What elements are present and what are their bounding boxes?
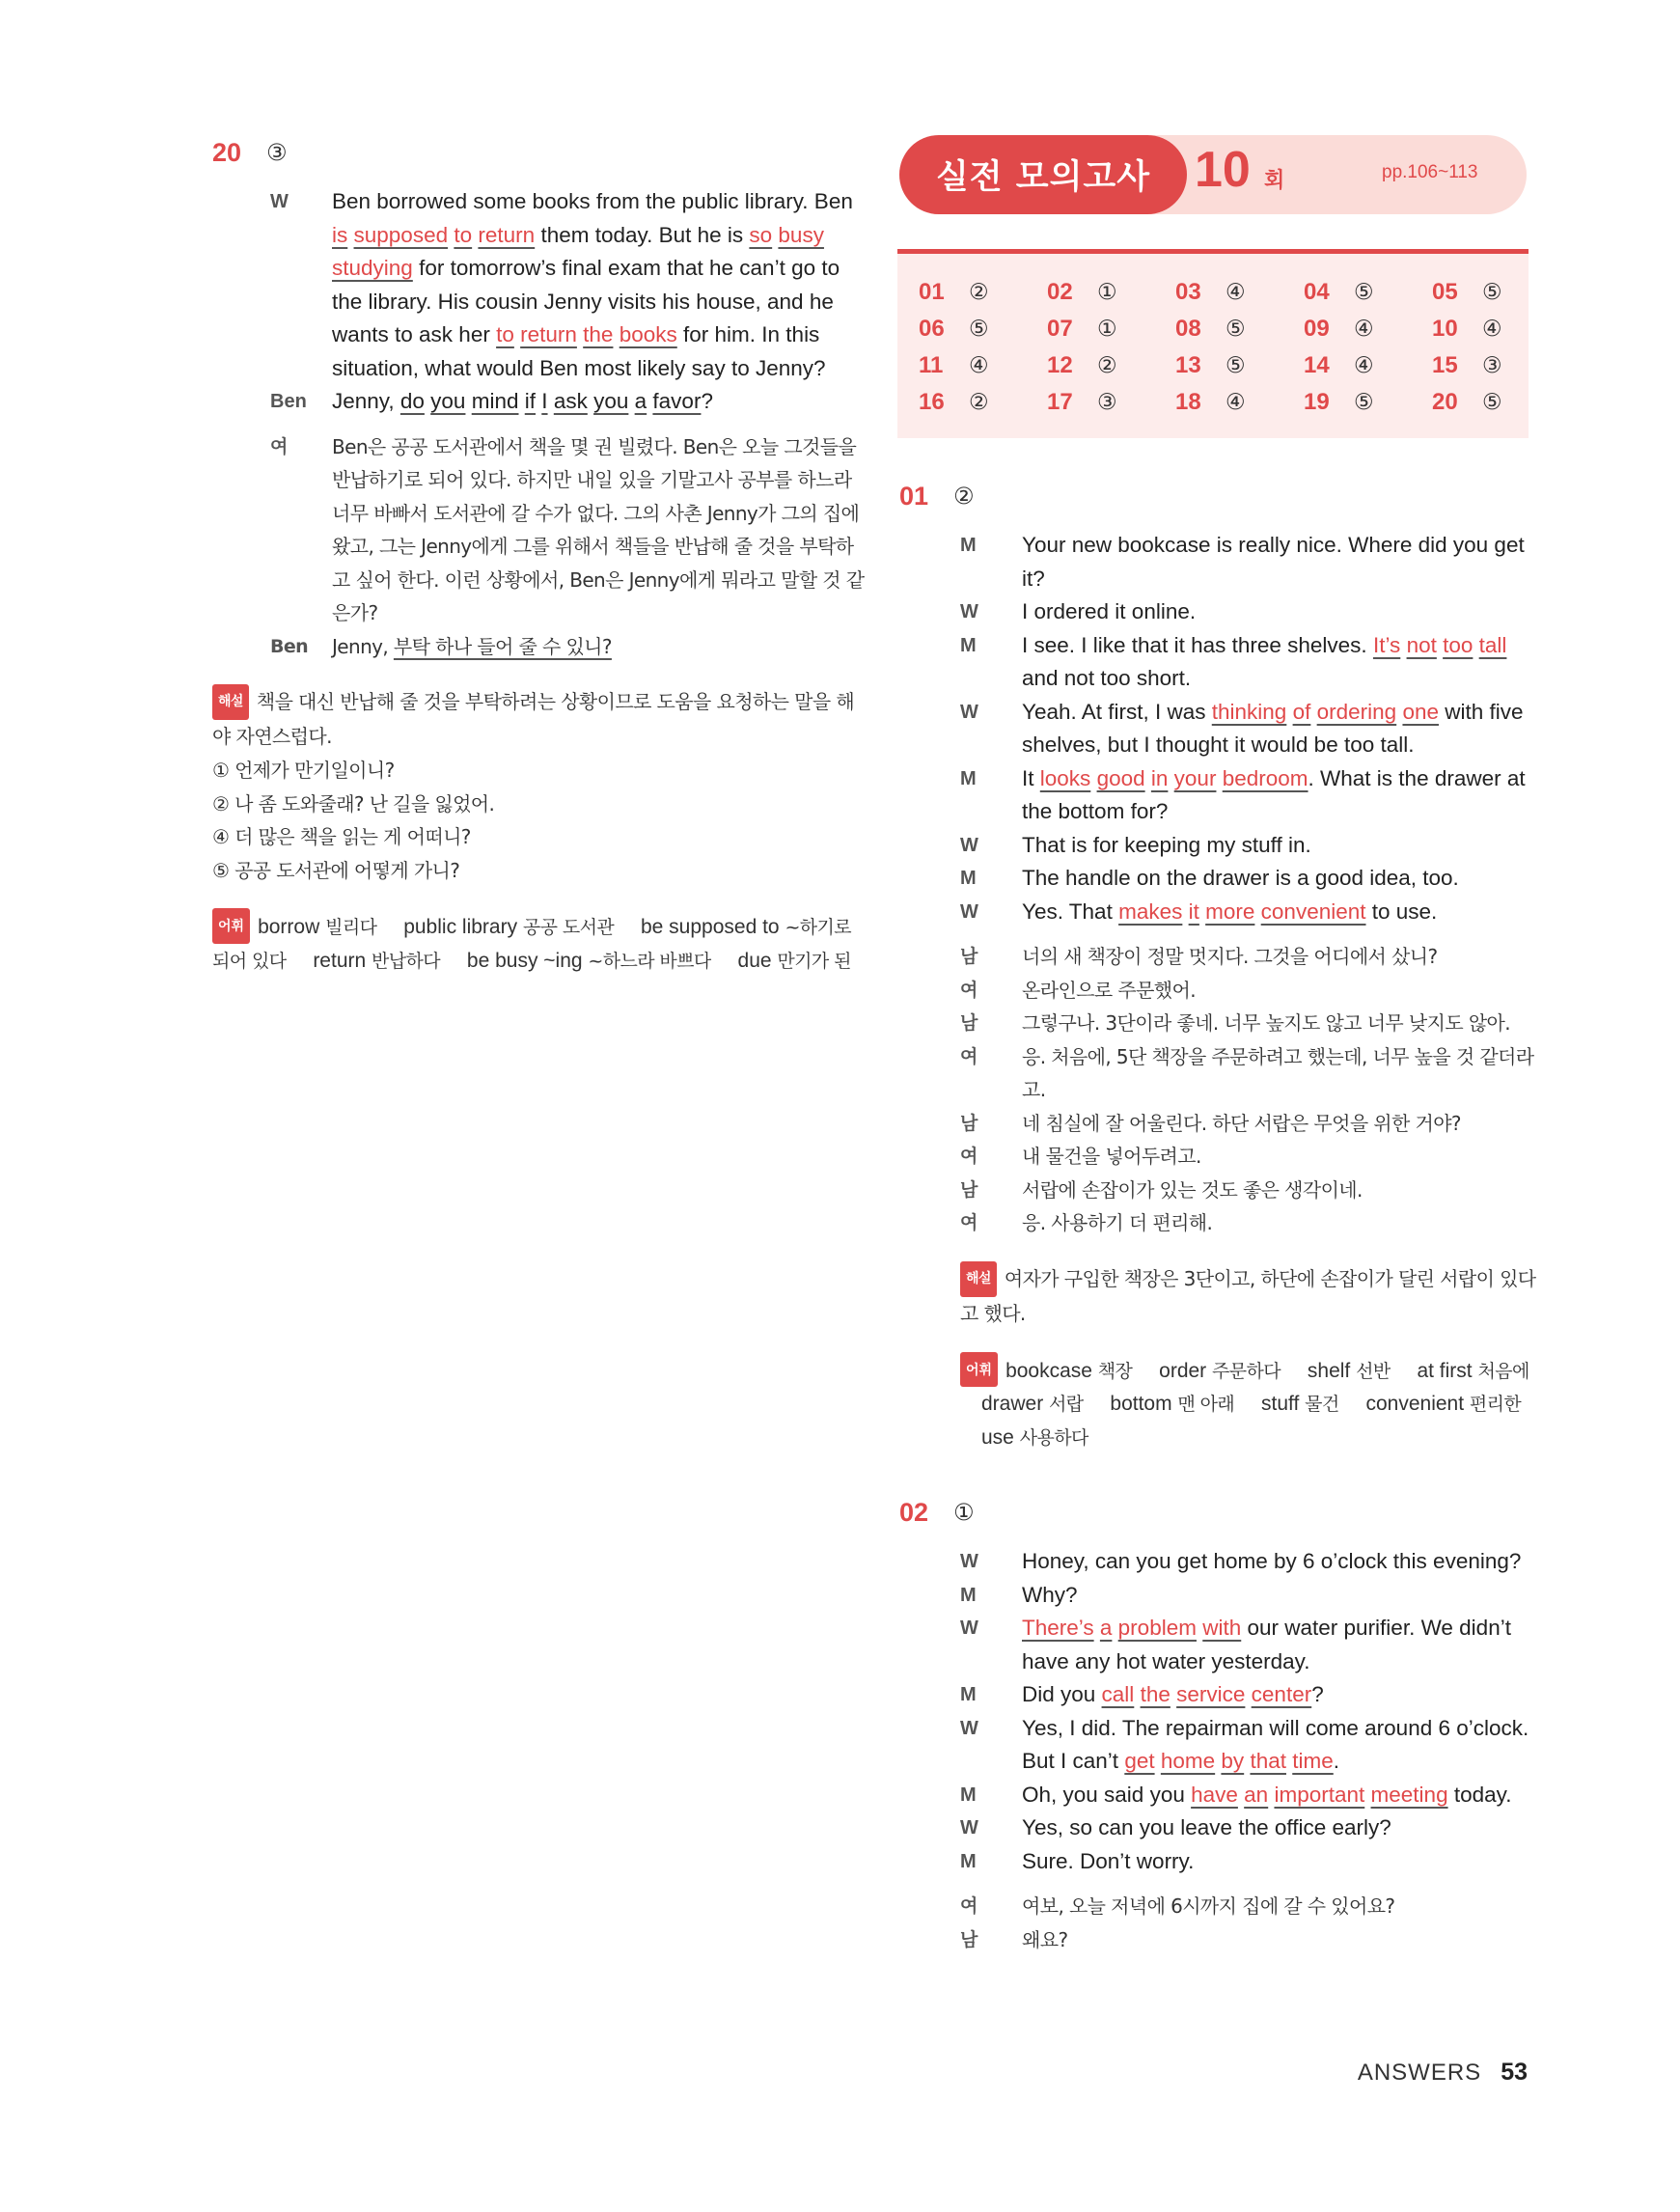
vocab-item: drawer 서랍 [981,1393,1084,1415]
choice-item: ④ 더 많은 책을 읽는 게 어떠니? [212,825,471,848]
vocab-meaning: 사용하다 [1019,1426,1088,1449]
dialogue-turn [212,385,868,419]
vocab-item: due 만기가 된 [737,949,851,972]
speaker-label: Ben [270,635,309,657]
answer-number: 10 [1432,316,1458,342]
speaker-label: 여 [960,1895,978,1917]
vocab-meaning: 반납하다 [372,950,441,972]
speaker-label: W [960,1817,978,1839]
answer-number: 11 [919,352,944,378]
korean-translation [899,1890,1544,1956]
vocab-item: convenient 편리한 [1365,1393,1522,1415]
answer-cell [1175,277,1304,308]
key-phrase: your [1173,765,1217,790]
dialogue-turn [212,185,868,385]
key-phrase: an [1244,1782,1269,1807]
speaker-label: Ben [270,391,307,412]
choice-item: ① 언제가 만기일이니? [212,759,395,782]
key-phrase: ask [553,389,588,413]
answer-cell [1047,314,1175,345]
answer-grid-cells [919,277,1529,418]
vocab-meaning: 책장 [1097,1360,1133,1382]
answer-number: 12 [1047,352,1073,378]
key-phrase: home [1160,1749,1216,1773]
speaker-label: W [960,1717,978,1739]
speaker-label: M [960,1584,977,1606]
answer-cell [919,277,1047,308]
key-phrase: the [583,322,614,346]
speaker-label: W [960,601,978,622]
dialogue-text: Yes, so can you leave the office early? [1022,1815,1391,1839]
translation-text: 여보, 오늘 저녁에 6시까지 집에 갈 수 있어요? [1022,1894,1395,1918]
dialogue-text: Yeah. At first, I was thinking of ordering one with five shelves, but I thought it would be too tall. [1022,699,1524,757]
translation-text: 내 물건을 넣어두려고. [1022,1145,1201,1168]
answer-choice: ④ [969,353,989,378]
choice-item: ⑤ 공공 도서관에 어떻게 가니? [212,858,460,882]
answer-choice: ① [1097,317,1117,342]
dialogue-text: Yes, I did. The repairman will come around 6 o’clock. But I can’t get home by that time. [1022,1715,1529,1773]
speaker-label: M [960,767,977,789]
vocab-item: bottom 맨 아래 [1110,1393,1235,1415]
answer-cell [919,387,1047,418]
vocab-meaning: 빌리다 [325,917,377,938]
wrong-choices-list [212,754,868,887]
answer-choice: ④ [1482,317,1502,342]
dialogue-turn [899,629,1544,696]
speaker-label: M [960,1850,977,1872]
key-phrase: center [1251,1682,1312,1706]
page-footer [1358,2059,1528,2087]
answer-cell [1047,277,1175,308]
speaker-label: 남 [960,1012,978,1034]
dialogue-turn [899,595,1544,629]
key-phrase: makes [1118,899,1183,924]
test-title: 실전 모의고사 [899,135,1187,214]
key-phrase: get [1124,1749,1155,1773]
dialogue-turn [899,1845,1544,1879]
key-phrase: the [1140,1682,1170,1706]
answer-cell [1432,387,1560,418]
speaker-label: 남 [960,946,978,967]
dialogue-turn [899,1612,1544,1678]
dialogue-text: Jenny, do you mind if I ask you a favor? [332,389,713,413]
translation-turn [899,1923,1544,1957]
answer-cell [919,350,1047,381]
key-phrase: it [1188,899,1199,924]
answer-choice: ⑤ [1482,280,1502,305]
answer-cell [1304,387,1432,418]
key-phrase: tall [1478,632,1507,657]
vocab-item: shelf 선반 [1307,1359,1391,1382]
translation-text: 응. 처음에, 5단 책장을 주문하려고 했는데, 너무 높을 것 같더라고. [1022,1044,1534,1101]
translation-turn [899,1007,1544,1040]
answer-choice: ② [969,280,989,305]
test-header [899,135,1527,214]
vocab-meaning: 주문하다 [1212,1360,1281,1382]
answer-choice: ④ [1226,280,1246,305]
answer-cell [1432,314,1560,345]
answer-number: 03 [1175,279,1201,305]
vocab-item: be supposed to ~하기로 되어 있다 [212,916,852,972]
key-phrase: studying [332,256,413,280]
answer-cell [1175,387,1304,418]
key-phrase: bedroom [1222,765,1308,790]
question-20-header [212,133,868,172]
translation-text: Jenny, 부탁 하나 들어 줄 수 있니? [332,634,612,658]
key-phrase: with [1202,1616,1242,1640]
answer-choice: ⑤ [1354,390,1374,415]
english-dialogue [899,1545,1544,1878]
choice-item: ② 나 좀 도와줄래? 난 길을 잃었어. [212,791,495,816]
vocab-item: borrow 빌리다 [258,916,377,938]
speaker-label: M [960,868,977,889]
translation-turn [899,974,1544,1008]
question-number: 02 [899,1497,929,1527]
answer-number: 20 [1432,389,1458,415]
key-phrase: favor [652,389,702,413]
vocab-meaning: 맨 아래 [1177,1394,1235,1415]
translation-text: Ben은 공공 도서관에서 책을 몇 권 빌렸다. Ben은 오늘 그것들을 반납하기로 되어 있다. 하지만 내일 있을 기말고사 공부를 하느라 너무 바빠서 도서관에 갈 수가 없다. 그의 사촌 Jenny가 그의 집에 왔고, 그는 Jenny에게 그를 위해서 책들을 반납해 줄 것을 부탁하고 싶어 한다. 이런 상황에서, Ben은 Jenny에게 뭐라고 말할 것 같은가? [332,434,865,624]
answer-choice: ⑤ [1226,353,1246,378]
key-phrase: to [454,222,473,247]
dialogue-turn [899,1779,1544,1812]
dialogue-text: Ben borrowed some books from the public library. Ben is supposed to return them today. But he is so busy studying for tomorrow’s final exam that he can’t go to the library. His cousin Jenny visits his house, and he wants to ask her to return the books for him. In this situation, what would Ben most likely say to Jenny? [332,189,853,380]
answer-choice: ④ [1354,317,1374,342]
answer-number: 19 [1304,389,1330,415]
vocabulary-tag: 어휘 [960,1352,998,1388]
key-phrase: you [430,389,466,413]
answer-choice: ⑤ [1226,317,1246,342]
key-phrase: is [332,222,348,247]
speaker-label: 여 [960,1212,978,1233]
answer-choice: ③ [1482,353,1502,378]
explanation-tag: 해설 [212,684,249,720]
answer-number: 06 [919,316,945,342]
answer-number: 08 [1175,316,1201,342]
key-phrase: problem [1117,1616,1197,1640]
answer-choice: ② [1097,353,1117,378]
left-column [212,133,868,978]
speaker-label: W [960,701,978,723]
key-phrase: call [1101,1682,1135,1706]
translation-turn [899,1107,1544,1141]
vocabulary [212,908,868,978]
answer-choice: ③ [1097,390,1117,415]
key-phrase: important [1274,1782,1365,1807]
vocab-item: public library 공공 도서관 [403,916,615,938]
answer-number: 09 [1304,316,1330,342]
translation-turn [899,1140,1544,1174]
answer-choice: ④ [1354,353,1374,378]
key-phrase: more [1205,899,1255,924]
explanation-tag: 해설 [960,1261,997,1297]
translation-text: 너의 새 책장이 정말 멋지다. 그것을 어디에서 샀니? [1022,945,1438,968]
test-page-range: pp.106~113 [1382,162,1478,182]
vocab-item: at first 처음에 [1417,1359,1529,1382]
translation-text: 서랍에 손잡이가 있는 것도 좋은 생각이네. [1022,1177,1363,1202]
answer-number: 17 [1047,389,1073,415]
speaker-label: W [960,1618,978,1639]
answer-number: 18 [1175,389,1201,415]
key-phrase: so [749,222,773,247]
answer-choice: ④ [1226,390,1246,415]
dialogue-text: Oh, you said you have an important meeting today. [1022,1782,1512,1807]
english-dialogue [899,529,1544,928]
vocab-meaning: 공공 도서관 [522,917,615,938]
key-phrase: return [478,222,536,247]
dialogue-turn [899,696,1544,762]
speaker-label: M [960,634,977,656]
answer-cell [1304,314,1432,345]
key-phrase: not [1406,632,1437,657]
answer-choice: ⑤ [1482,390,1502,415]
speaker-label: W [960,900,978,923]
key-phrase: if [524,389,537,413]
translation-turn [212,430,868,630]
key-phrase: There’s [1022,1616,1094,1640]
key-phrase: convenient [1260,899,1366,924]
vocab-meaning: 처음에 [1477,1360,1529,1382]
answer-cell [1175,314,1304,345]
dialogue-text: The handle on the drawer is a good idea, too. [1022,866,1459,890]
vocab-meaning: ~하기로 되어 있다 [212,917,852,972]
vocab-item: bookcase 책장 [1005,1359,1133,1382]
key-phrase: by [1221,1749,1245,1773]
answer-number: 02 [1047,279,1073,305]
answer-choice: ⑤ [1354,280,1374,305]
answer-number: 04 [1304,279,1330,305]
answer-cell [1304,277,1432,308]
dialogue-text: Why? [1022,1582,1078,1607]
dialogue-text: It looks good in your bedroom. What is the drawer at the bottom for? [1022,765,1526,823]
vocab-meaning: 서랍 [1049,1394,1084,1415]
key-phrase: a [1099,1616,1113,1640]
vocab-item: be busy ~ing ~하느라 바쁘다 [466,949,711,972]
speaker-label: 여 [960,979,978,1001]
key-phrase: have [1191,1782,1238,1807]
answer-number: 07 [1047,316,1073,342]
key-phrase: It’s [1372,632,1401,657]
dialogue-turn [899,1712,1544,1779]
test-round-number: 10 [1195,142,1251,198]
dialogue-text: Honey, can you get home by 6 o’clock this evening? [1022,1549,1522,1573]
key-phrase: looks [1039,765,1091,790]
speaker-label: 남 [960,1928,978,1950]
key-phrase: of [1292,699,1311,724]
key-phrase: good [1096,765,1145,790]
english-dialogue [212,185,868,419]
key-phrase: do [399,389,425,413]
dialogue-text: There’s a problem with our water purifier. We didn’t have any hot water yesterday. [1022,1616,1511,1673]
speaker-label: W [270,191,289,212]
speaker-label: M [960,1684,977,1705]
answer-grid [897,249,1529,438]
key-phrase: books [619,322,677,346]
answer-choice: ② [969,390,989,415]
dialogue-turn [899,1811,1544,1845]
answer-choice: ⑤ [969,317,989,342]
dialogue-turn [899,829,1544,863]
dialogue-text: Your new bookcase is really nice. Where did you get it? [1022,533,1525,591]
dialogue-text: I ordered it online. [1022,599,1197,623]
key-phrase: thinking [1211,699,1287,724]
answer-cell [1432,350,1560,381]
answer-cell [1047,387,1175,418]
question-number: 20 [212,137,242,167]
speaker-label: M [960,1783,977,1806]
speaker-label: 여 [270,435,288,457]
dialogue-text: That is for keeping my stuff in. [1022,832,1311,857]
page-number: 53 [1501,2059,1528,2086]
vocab-item: stuff 물건 [1260,1393,1339,1415]
vocab-meaning: 물건 [1305,1394,1339,1415]
key-phrase: supposed [353,222,449,247]
question-answer: ② [953,483,975,510]
right-column [899,477,1544,1956]
question-01-header [899,477,1544,515]
translation-text: 왜요? [1022,1927,1068,1951]
vocab-meaning: ~하느라 바쁘다 [588,950,711,972]
key-phrase: one [1402,699,1439,724]
explanation-text: 책을 대신 반납해 줄 것을 부탁하려는 상황이므로 도움을 요청하는 말을 해야 자연스럽다. [212,690,855,748]
answer-number: 01 [919,279,945,305]
key-phrase: I [541,389,548,413]
answer-cell [1047,350,1175,381]
key-phrase: time [1292,1749,1334,1773]
answer-cell [919,314,1047,345]
key-phrase: to [496,322,514,346]
korean-translation [899,940,1544,1240]
dialogue-text: Yes. That makes it more convenient to use. [1022,899,1438,924]
dialogue-text: Did you call the service center? [1022,1682,1324,1706]
key-phrase: you [593,389,629,413]
answer-cell [1175,350,1304,381]
translation-turn [899,1040,1544,1107]
question-answer: ③ [266,139,288,166]
speaker-label: M [960,535,977,556]
vocabulary [899,1352,1544,1455]
key-phrase: meeting [1370,1782,1448,1807]
translation-turn [899,940,1544,974]
key-phrase: return [520,322,577,346]
translation-text: 그렇구나. 3단이라 좋네. 너무 높지도 않고 너무 낮지도 않아. [1022,1011,1511,1035]
vocab-meaning: 선반 [1356,1360,1391,1382]
vocab-item: use 사용하다 [981,1425,1088,1449]
key-phrase: mind [471,389,519,413]
translation-turn [899,1174,1544,1207]
speaker-label: W [960,1551,978,1572]
dialogue-turn [899,1545,1544,1579]
key-phrase: that [1250,1749,1286,1773]
vocab-item: return 반납하다 [313,949,441,972]
question-number: 01 [899,481,929,511]
translation-text: 네 침실에 잘 어울린다. 하단 서랍은 무엇을 위한 거야? [1022,1111,1461,1135]
dialogue-turn [899,1678,1544,1712]
korean-translation [212,430,868,664]
dialogue-turn [899,862,1544,896]
vocabulary-tag: 어휘 [212,908,250,944]
translation-text: 온라인으로 주문했어. [1022,978,1196,1002]
dialogue-turn [899,1579,1544,1613]
footer-label: ANSWERS [1357,2060,1482,2086]
speaker-label: W [960,834,978,856]
speaker-label: 남 [960,1178,978,1201]
answer-number: 13 [1175,352,1201,378]
key-phrase: in [1150,765,1169,790]
translation-turn [899,1206,1544,1240]
key-phrase: service [1176,1682,1246,1706]
dialogue-turn [899,896,1544,929]
answer-cell [1432,277,1560,308]
question-answer: ① [953,1499,975,1526]
answer-choice: ① [1097,280,1117,305]
explanation [899,1261,1544,1331]
key-phrase: 부탁 하나 들어 줄 수 있니? [393,634,612,658]
translation-turn [212,630,868,664]
dialogue-text: Sure. Don’t worry. [1022,1848,1195,1873]
answer-number: 15 [1432,352,1458,378]
key-phrase: ordering [1316,699,1397,724]
answer-number: 14 [1304,352,1330,378]
question-02-header [899,1493,1544,1532]
vocab-meaning: 만기가 된 [777,950,851,972]
vocab-meaning: 편리한 [1469,1394,1522,1415]
explanation [212,684,868,887]
vocab-item: order 주문하다 [1159,1359,1281,1382]
speaker-label: 여 [960,1146,978,1167]
translation-turn [899,1890,1544,1923]
explanation-text: 여자가 구입한 책장은 3단이고, 하단에 손잡이가 달린 서랍이 있다고 했다. [960,1266,1536,1325]
answer-cell [1304,350,1432,381]
key-phrase: busy [778,222,824,247]
dialogue-text: I see. I like that it has three shelves. It’s not too tall and not too short. [1022,632,1507,690]
speaker-label: 남 [960,1112,978,1134]
speaker-label: 여 [960,1045,978,1067]
answer-number: 05 [1432,279,1458,305]
translation-text: 응. 사용하기 더 편리해. [1022,1211,1213,1234]
key-phrase: too [1443,632,1473,657]
answer-number: 16 [919,389,945,415]
dialogue-turn [899,762,1544,829]
key-phrase: a [634,389,647,413]
test-round-unit: 회 [1264,169,1285,193]
dialogue-turn [899,529,1544,595]
